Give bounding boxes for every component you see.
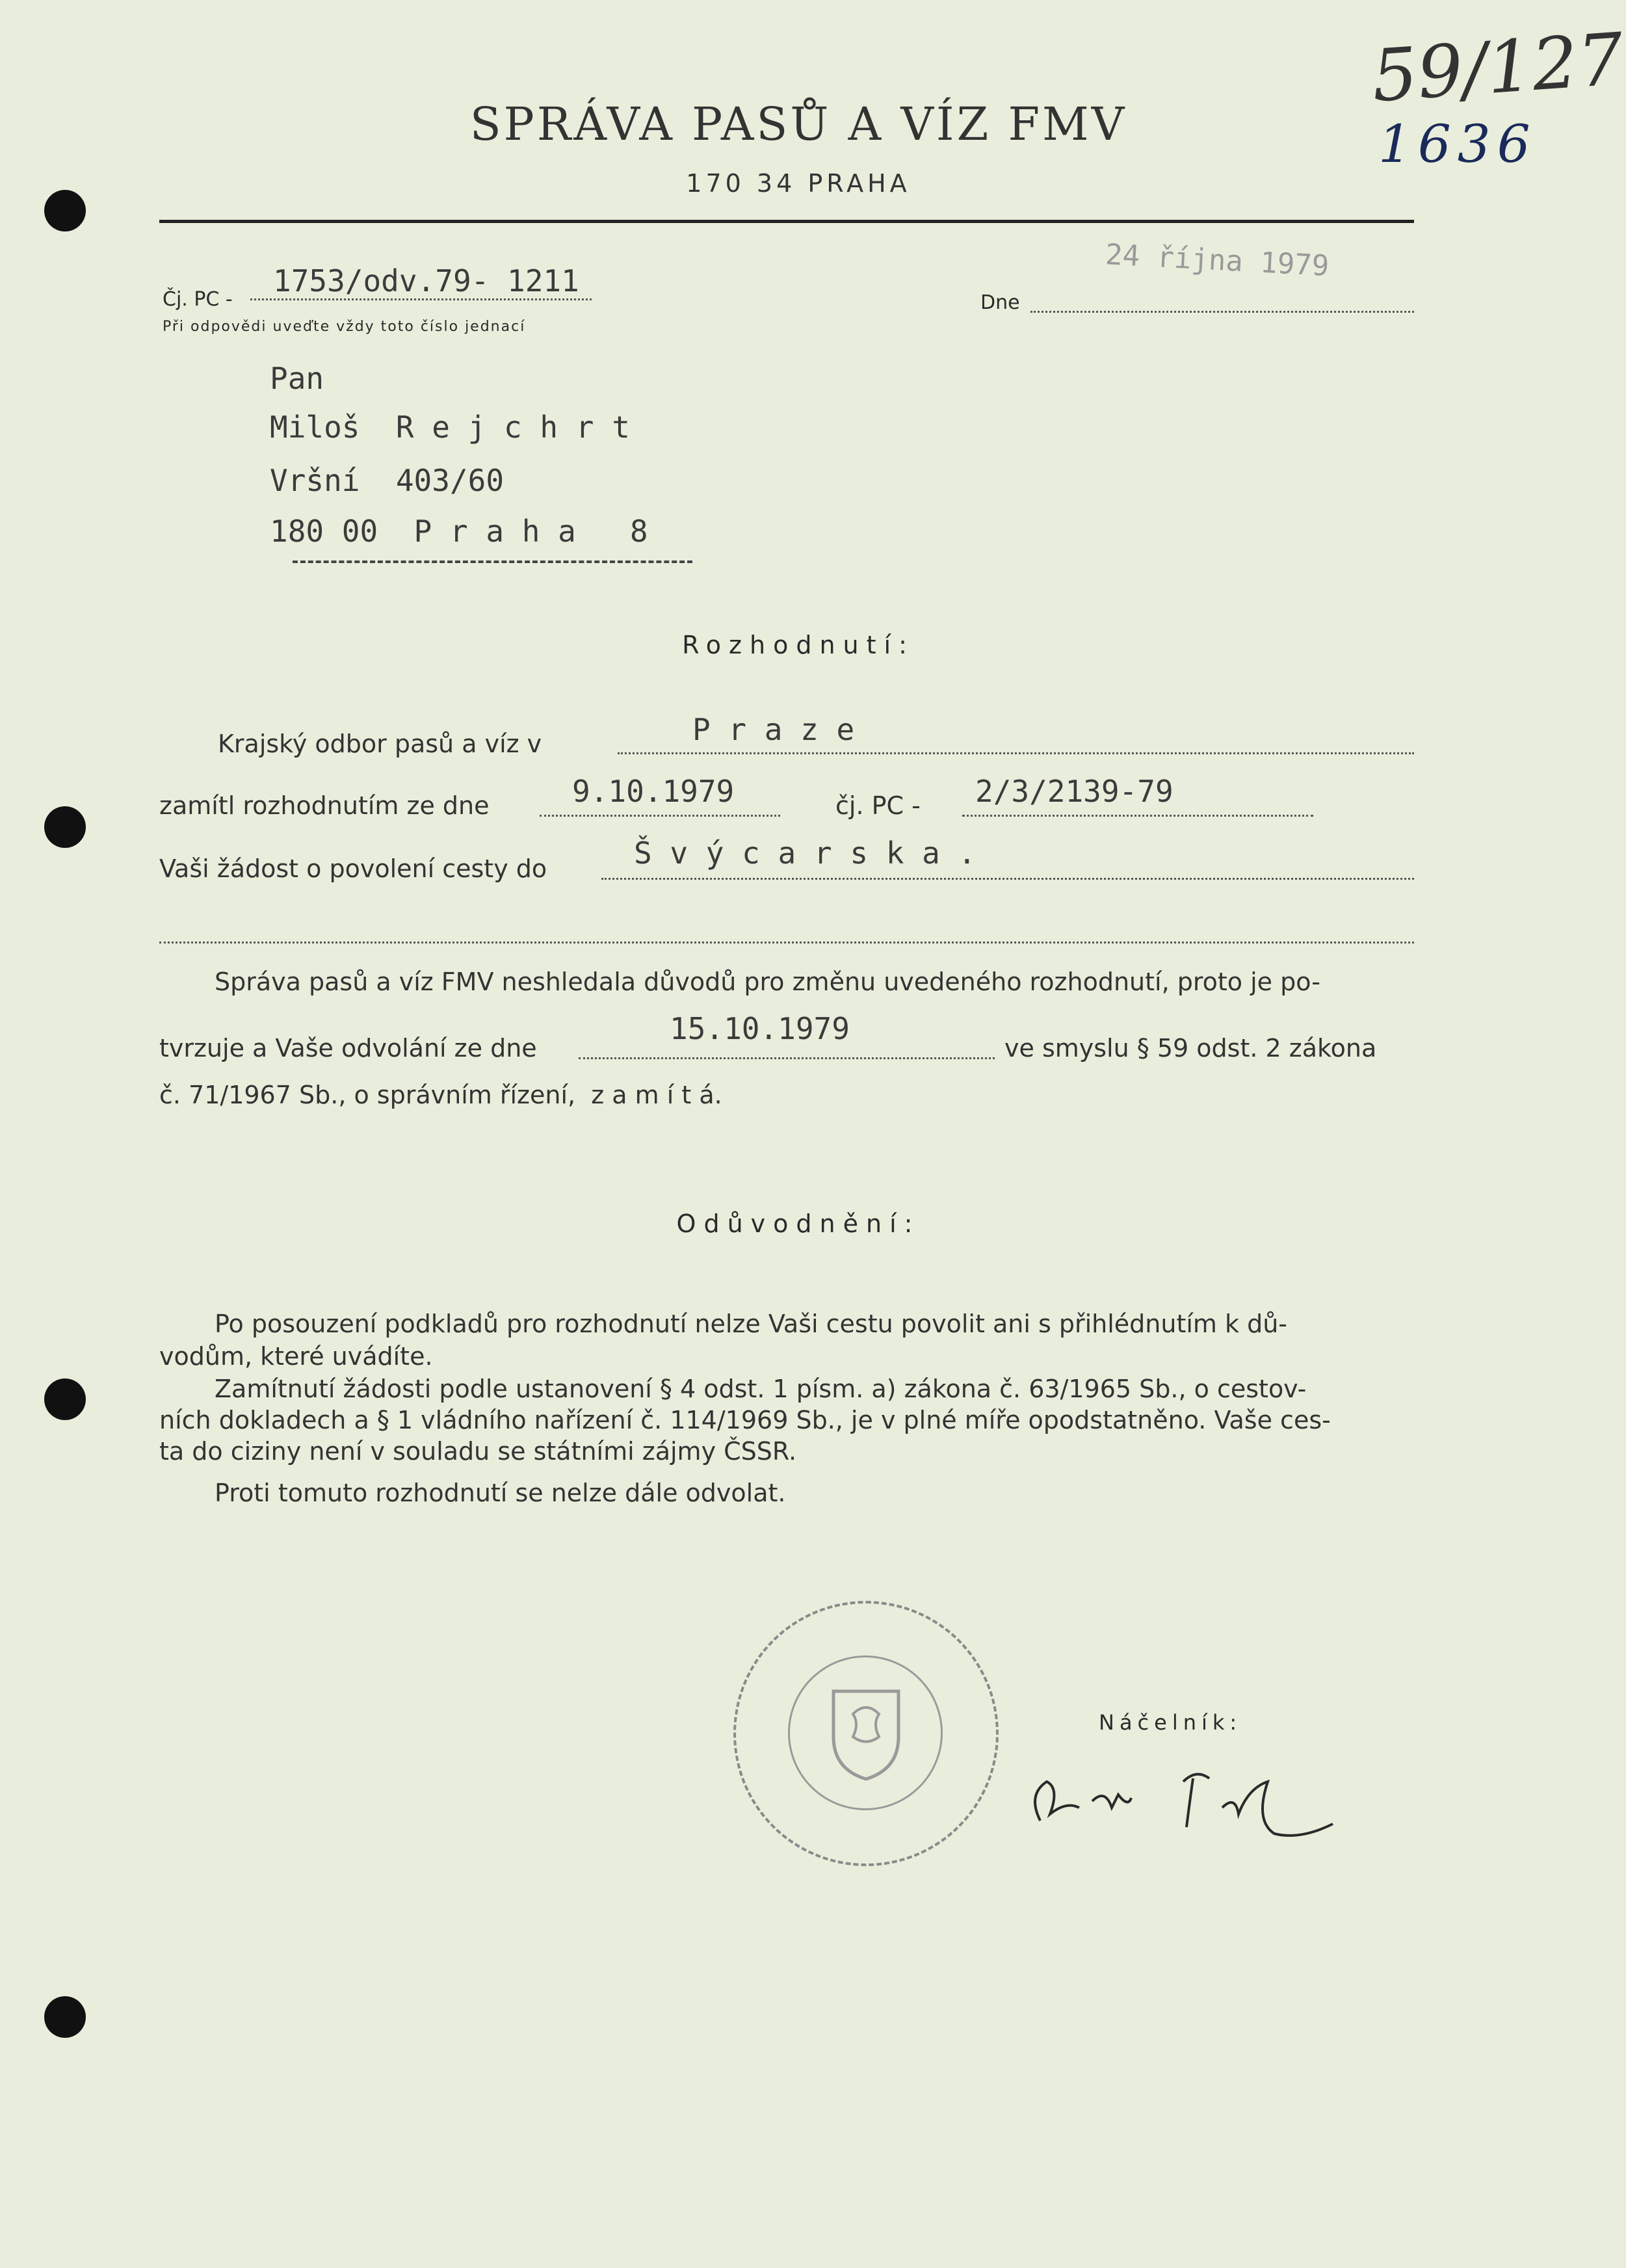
decision-row1-label: Krajský odbor pasů a víz v (218, 730, 542, 758)
reference-hint: Při odpovědi uveďte vždy toto číslo jednací (163, 319, 526, 335)
justification-p1-line-2: vodům, které uvádíte. (159, 1342, 433, 1371)
justification-p2-line-2: ních dokladech a § 1 vládního nařízení č. 114/1969 Sb., je v plné míře opodstatněno. Vaše ces- (159, 1406, 1331, 1434)
cj-value: 1753/odv.79- 1211 (250, 263, 592, 300)
handwritten-signature (1014, 1743, 1352, 1847)
institution-title: SPRÁVA PASŮ A VÍZ FMV (469, 98, 1127, 151)
justification-heading: Odůvodnění: (676, 1209, 921, 1238)
justification-p1-line-1: Po posouzení podkladů pro rozhodnutí nelze Vaši cestu povolit ani s přihlédnutím k dů- (215, 1310, 1288, 1338)
date-stamp: 24 října 1979 (1104, 238, 1330, 283)
decision-paragraph-line-1: Správa pasů a víz FMV neshledala důvodů pro změnu uvedeného rozhodnutí, proto je po- (215, 968, 1320, 996)
state-emblem-icon (827, 1685, 905, 1782)
decision-heading: Rozhodnutí: (682, 631, 915, 659)
date-label: Dne (980, 291, 1020, 314)
punch-hole (44, 806, 86, 848)
recipient-line-4: 180 00 P r a h a 8 (270, 514, 648, 549)
header-divider (159, 220, 1414, 223)
decision-paragraph-line-3: ve smyslu § 59 odst. 2 zákona (1004, 1034, 1377, 1062)
decision-row3-label: Vaši žádost o povolení cesty do (159, 854, 547, 883)
decision-row2-cj-line (962, 815, 1313, 817)
date-line (1030, 311, 1414, 313)
institution-address: 170 34 PRAHA (686, 169, 911, 198)
decision-blank-line (159, 942, 1414, 943)
decision-row1-line (618, 752, 1414, 754)
decision-row2-date-line (540, 815, 780, 817)
decision-row3-line (601, 878, 1414, 880)
archive-number-2: 1636 (1378, 114, 1537, 174)
recipient-line-1: Pan (270, 361, 324, 396)
archive-number: 59/127 (1369, 17, 1626, 118)
signatory-label: Náčelník: (1099, 1710, 1242, 1735)
decision-row1-value: P r a z e (692, 712, 855, 747)
appeal-date-line (579, 1057, 995, 1059)
decision-row3-value: Š v ý c a r s k a . (634, 836, 977, 871)
recipient-line-3: Vršní 403/60 (270, 463, 505, 498)
justification-p3: Proti tomuto rozhodnutí se nelze dále odvolat. (215, 1479, 786, 1507)
decision-paragraph-line-4: č. 71/1967 Sb., o správním řízení, z a m í t á. (159, 1081, 722, 1109)
cj-label: Čj. PC - (163, 288, 233, 311)
justification-p2-line-3: ta do ciziny není v souladu se státními zájmy ČSSR. (159, 1437, 797, 1466)
recipient-line-2: Miloš R e j c h r t (270, 410, 630, 445)
decision-paragraph-line-2: tvrzuje a Vaše odvolání ze dne (159, 1034, 537, 1062)
decision-row2-label: zamítl rozhodnutím ze dne (159, 791, 490, 820)
punch-hole (44, 1378, 86, 1420)
appeal-date: 15.10.1979 (670, 1011, 850, 1046)
decision-row2-date: 9.10.1979 (572, 774, 735, 809)
decision-row2-cj-label: čj. PC - (835, 791, 921, 820)
official-stamp (733, 1601, 999, 1866)
punch-hole (44, 1996, 86, 2038)
decision-row2-cj-value: 2/3/2139-79 (975, 774, 1174, 809)
recipient-underline (293, 560, 692, 563)
justification-p2-line-1: Zamítnutí žádosti podle ustanovení § 4 odst. 1 písm. a) zákona č. 63/1965 Sb., o cestov- (215, 1375, 1307, 1403)
